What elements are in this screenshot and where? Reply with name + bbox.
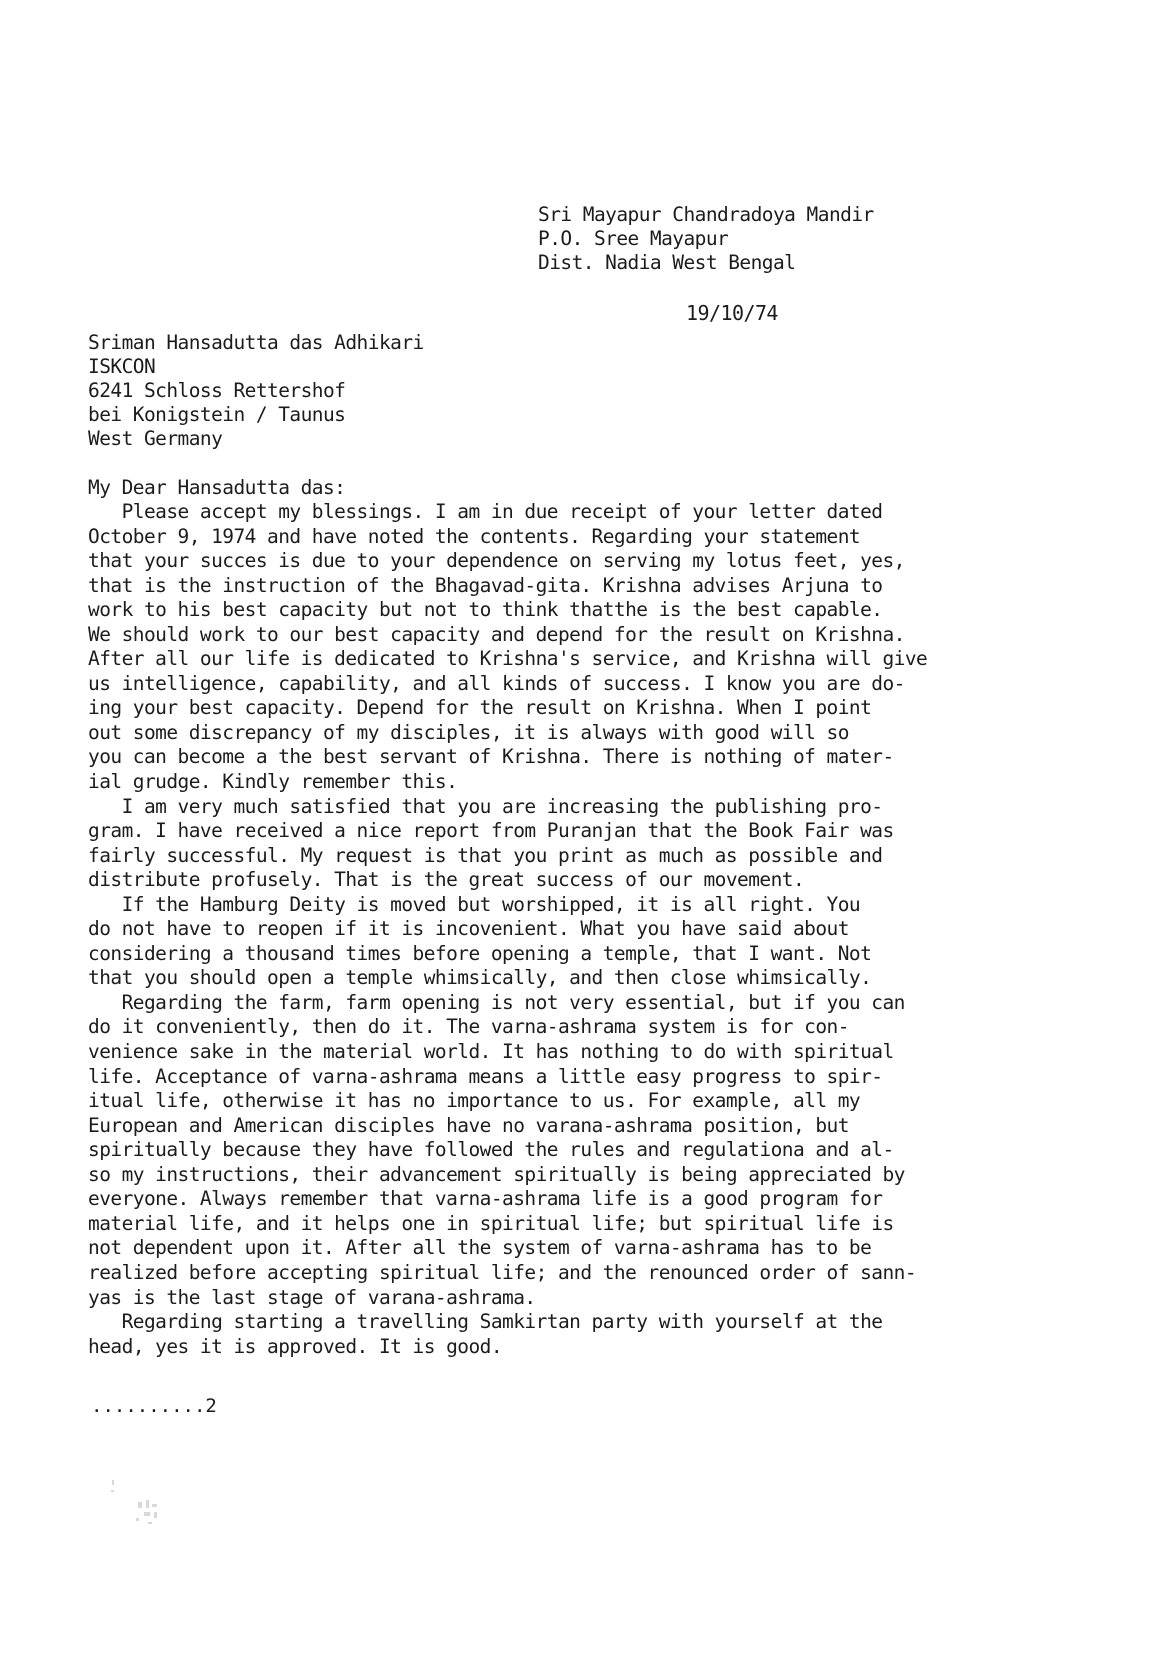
- recipient-address-line-2: ISKCON: [88, 355, 156, 378]
- recipient-address-line-1: Sriman Hansadutta das Adhikari: [88, 331, 424, 354]
- body-line: so my instructions, their advancement spiritually is being appreciated by: [88, 1162, 905, 1186]
- salutation: My Dear Hansadutta das:: [88, 476, 346, 499]
- body-line: considering a thousand times before opening a temple, that I want. Not: [88, 941, 872, 965]
- body-line: European and American disciples have no varana-ashrama position, but: [88, 1113, 849, 1137]
- sender-address-line-3: Dist. Nadia West Bengal: [538, 251, 796, 274]
- body-line: life. Acceptance of varna-ashrama means a little easy progress to spir-: [88, 1064, 883, 1088]
- sender-address-line-1: Sri Mayapur Chandradoya Mandir: [538, 203, 874, 226]
- body-line: head, yes it is approved. It is good.: [88, 1334, 503, 1358]
- body-line: work to his best capacity but not to think thatthe is the best capable.: [88, 598, 883, 622]
- body-line: ing your best capacity. Depend for the result on Krishna. When I point: [88, 696, 872, 720]
- body-line: out some discrepancy of my disciples, it is always with good will so: [88, 720, 849, 744]
- body-line: venience sake in the material world. It has nothing to do with spiritual: [88, 1040, 894, 1064]
- body-line: ial grudge. Kindly remember this.: [88, 770, 458, 794]
- body-line: do it conveniently, then do it. The varna-ashrama system is for con-: [88, 1015, 849, 1039]
- recipient-address-line-4: bei Konigstein / Taunus: [88, 403, 346, 426]
- body-line: If the Hamburg Deity is moved but worshipped, it is all right. You: [88, 892, 861, 916]
- body-line: Regarding starting a travelling Samkirtan party with yourself at the: [88, 1310, 883, 1334]
- body-line: material life, and it helps one in spiritual life; but spiritual life is: [88, 1211, 894, 1235]
- letter-date: 19/10/74: [686, 301, 778, 325]
- page-continuation-marker: ..........2: [91, 1395, 217, 1417]
- body-line: realized before accepting spiritual life; and the renounced order of sann-: [88, 1260, 917, 1284]
- letter-body: [88, 500, 927, 1359]
- body-line: Please accept my blessings. I am in due receipt of your letter dated: [88, 500, 883, 523]
- body-line: fairly successful. My request is that you print as much as possible and: [88, 843, 883, 867]
- body-line: us intelligence, capability, and all kinds of success. I know you are do-: [88, 671, 905, 695]
- body-line: that your succes is due to your dependence on serving my lotus feet, yes,: [88, 549, 905, 573]
- body-line: We should work to our best capacity and depend for the result on Krishna.: [88, 622, 905, 646]
- body-line: October 9, 1974 and have noted the contents. Regarding your statement: [88, 524, 861, 548]
- body-line: spiritually because they have followed the rules and regulationa and al-: [88, 1138, 894, 1162]
- body-line: yas is the last stage of varana-ashrama.: [88, 1285, 536, 1309]
- sender-address-line-2: P.O. Sree Mayapur: [538, 227, 729, 250]
- body-line: that you should open a temple whimsically, and then close whimsically.: [88, 966, 872, 990]
- body-line: you can become a the best servant of Krishna. There is nothing of mater-: [88, 745, 894, 769]
- body-line: that is the instruction of the Bhagavad-gita. Krishna advises Arjuna to: [88, 573, 883, 597]
- body-line: Regarding the farm, farm opening is not very essential, but if you can: [88, 990, 905, 1014]
- ink-smudge-mark: [108, 1478, 188, 1538]
- body-line: not dependent upon it. After all the system of varna-ashrama has to be: [88, 1236, 872, 1260]
- recipient-address-line-3: 6241 Schloss Rettershof: [88, 379, 346, 402]
- body-line: itual life, otherwise it has no importance to us. For example, all my: [88, 1089, 861, 1113]
- body-line: After all our life is dedicated to Krishna's service, and Krishna will give: [88, 647, 928, 671]
- body-line: gram. I have received a nice report from Puranjan that the Book Fair was: [88, 819, 894, 843]
- body-line: distribute profusely. That is the great success of our movement.: [88, 868, 805, 892]
- body-line: do not have to reopen if it is incovenient. What you have said about: [88, 917, 849, 941]
- body-line: I am very much satisfied that you are increasing the publishing pro-: [88, 794, 883, 818]
- body-line: everyone. Always remember that varna-ashrama life is a good program for: [88, 1187, 883, 1211]
- recipient-address-line-5: West Germany: [88, 427, 223, 450]
